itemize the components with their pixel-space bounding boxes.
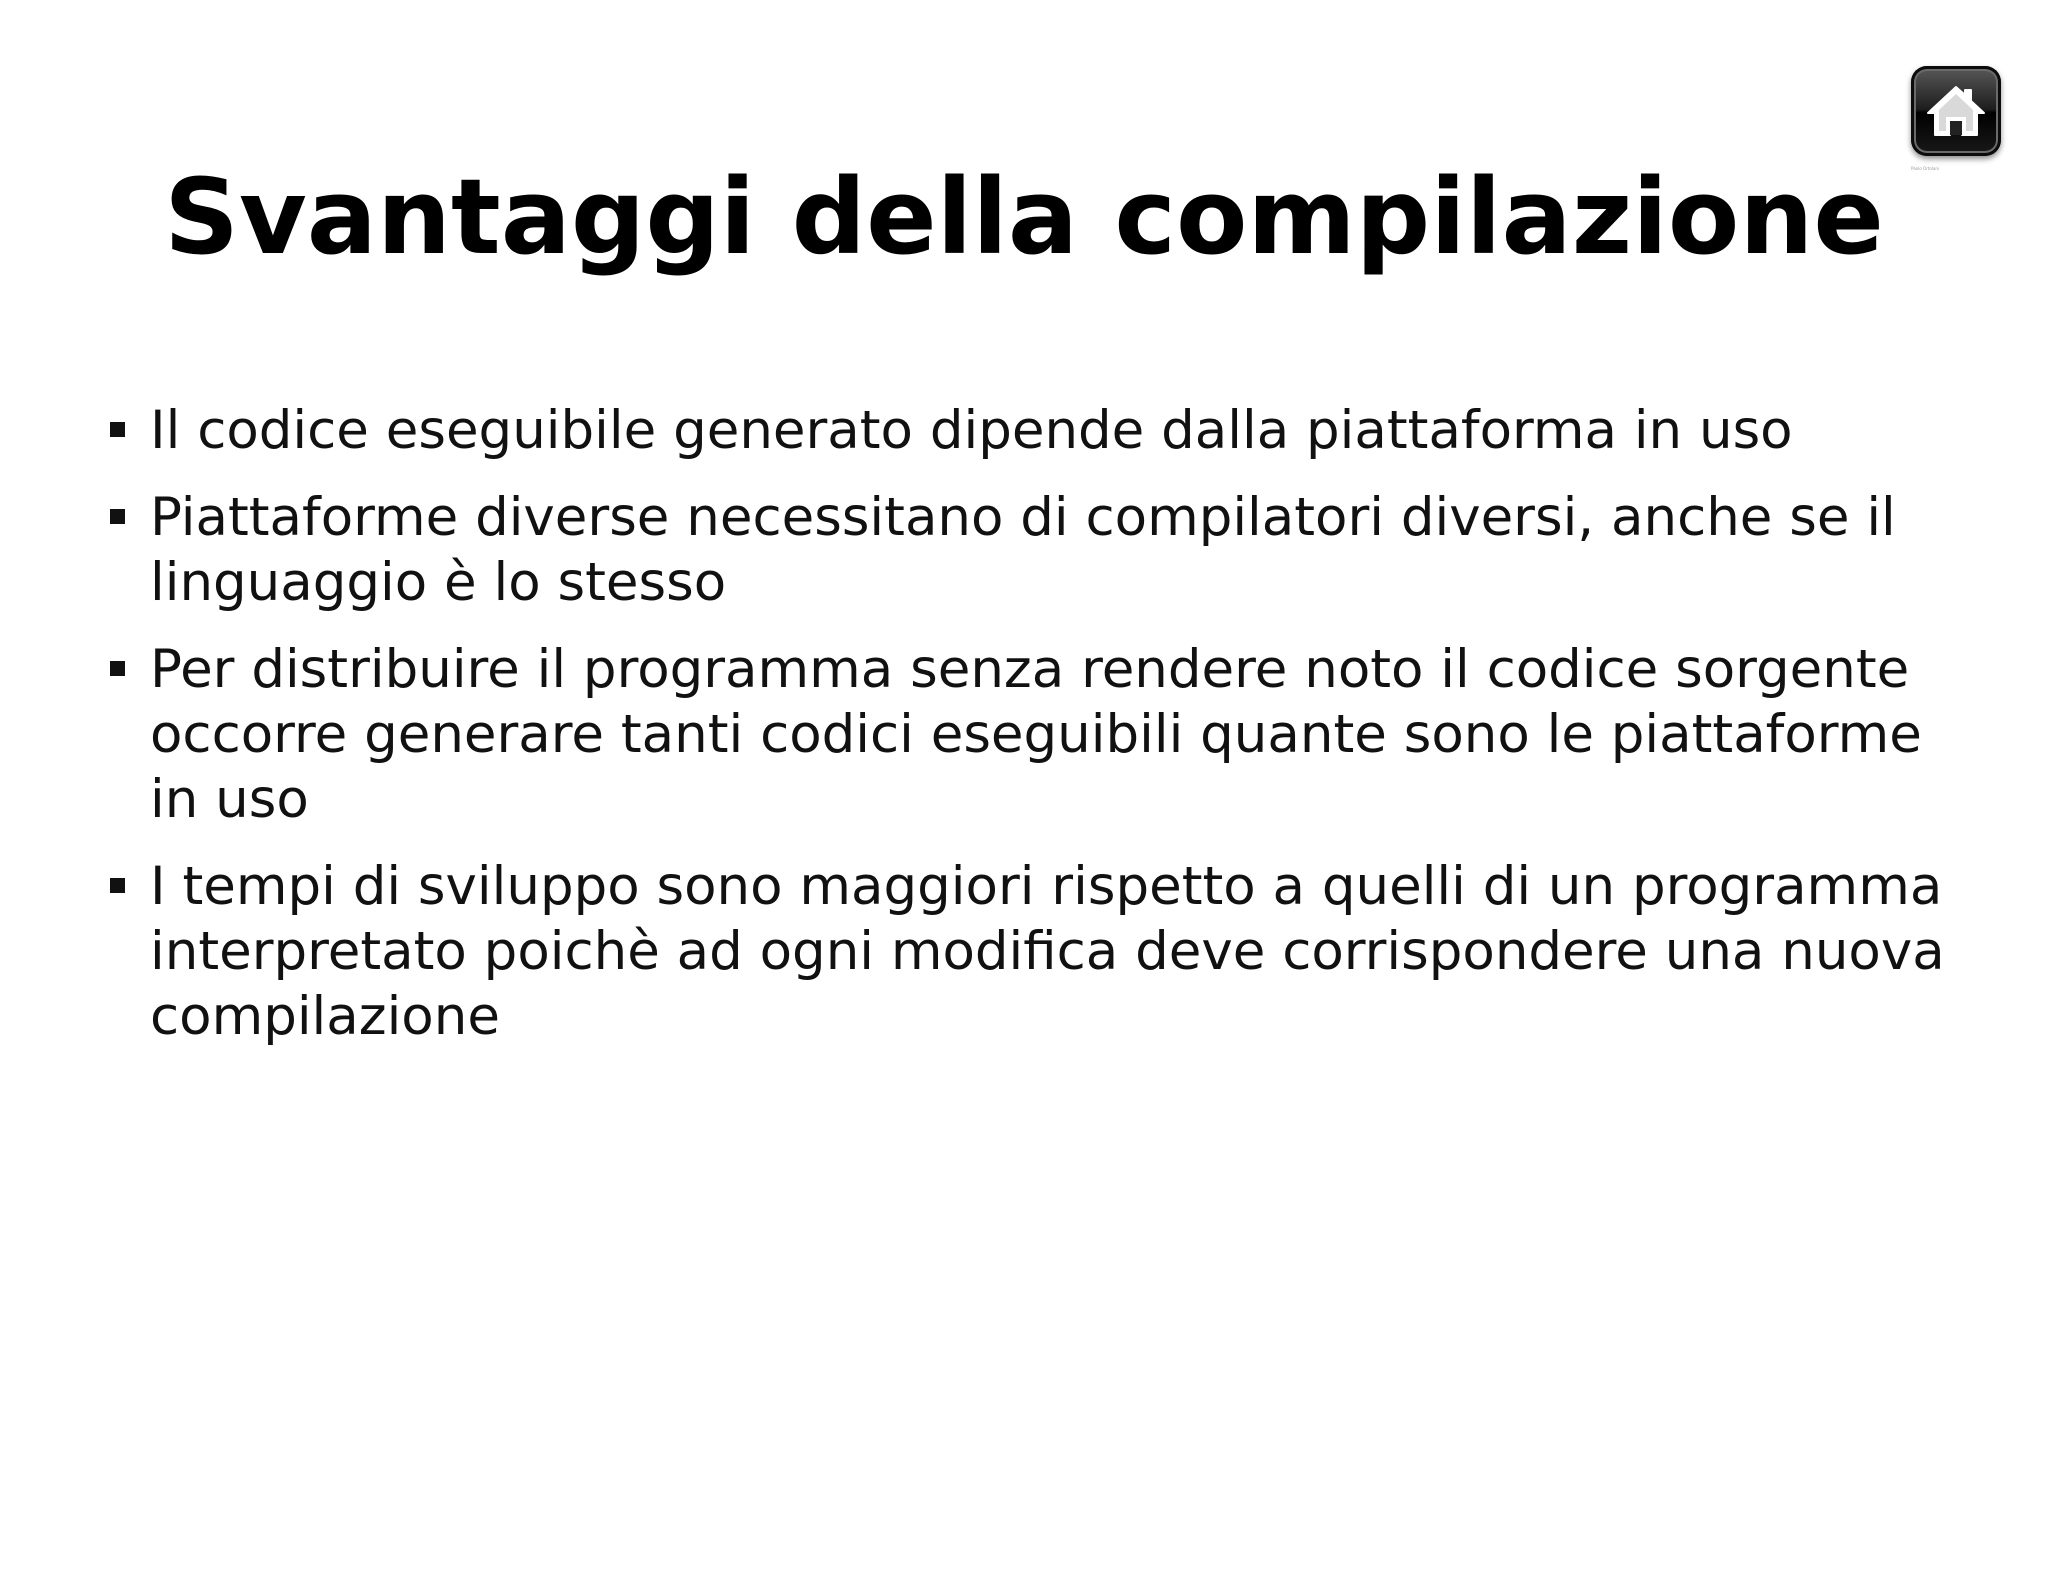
- bullet-item: [108, 637, 1948, 832]
- bullet-list: [108, 398, 1948, 1071]
- square-bullet-icon: [110, 661, 125, 676]
- slide-title: Svantaggi della compilazione: [164, 156, 1884, 278]
- bullet-text: I tempi di sviluppo sono maggiori rispetto a quelli di un programma interpretato poichè ad ogni modifica deve corrispondere una nuova compilazione: [150, 856, 1945, 1047]
- square-bullet-icon: [110, 878, 125, 893]
- bullet-text: Per distribuire il programma senza rendere noto il codice sorgente occorre generare tanti codici eseguibili quante sono le piattaforme in uso: [150, 639, 1922, 830]
- home-caption: Paolo Ortolani: [1911, 166, 1939, 171]
- square-bullet-icon: [110, 509, 125, 524]
- home-icon: [1925, 83, 1987, 139]
- bullet-text: Piattaforme diverse necessitano di compilatori diversi, anche se il linguaggio è lo stesso: [150, 487, 1896, 613]
- bullet-item: [108, 485, 1948, 615]
- square-bullet-icon: [110, 422, 125, 437]
- bullet-text: Il codice eseguibile generato dipende dalla piattaforma in uso: [150, 400, 1793, 461]
- bullet-item: [108, 398, 1948, 463]
- home-button[interactable]: [1911, 66, 2001, 156]
- bullet-item: [108, 854, 1948, 1049]
